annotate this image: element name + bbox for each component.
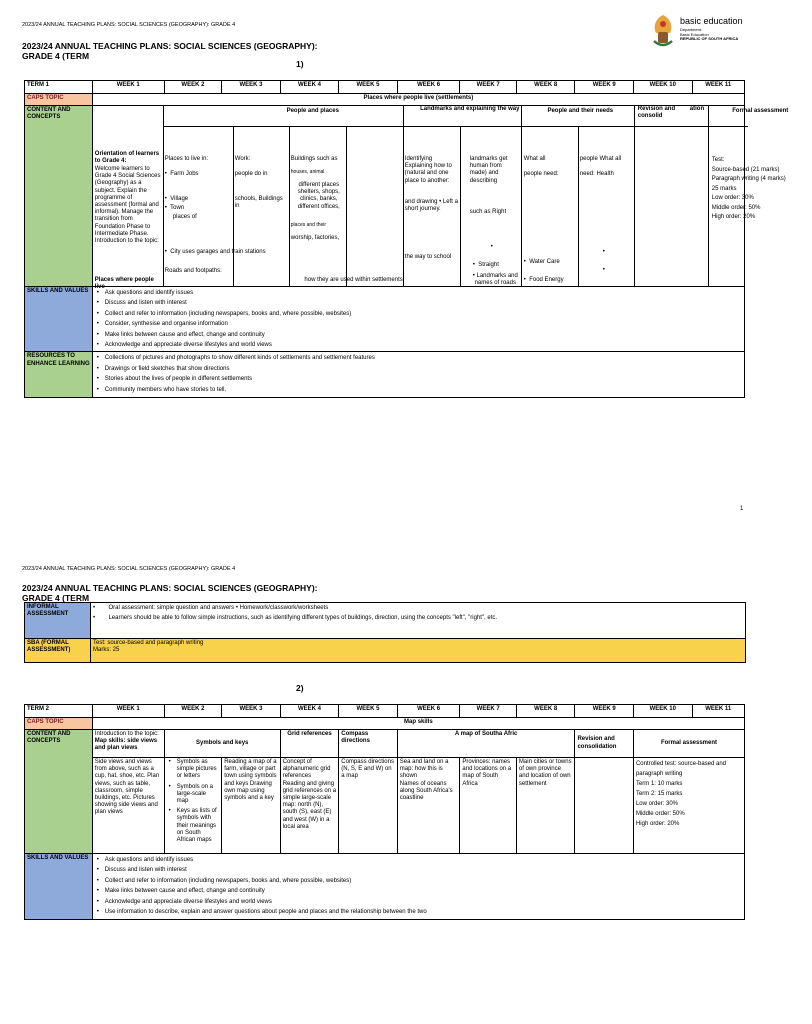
term-label: TERM 2 xyxy=(25,705,93,718)
skill-item: • Collect and refer to information (including newspapers, books and, where possible, websites) xyxy=(95,876,742,886)
informal-line1: Oral assessment: simple question and answers • Homework/classwork/worksheets xyxy=(108,605,329,611)
logo-name: basic education xyxy=(680,16,743,26)
caps-topic-label: CAPS TOPIC xyxy=(25,718,93,730)
subheader-revision: Revision and consolidation xyxy=(575,730,634,758)
logo-sub2: Basic Education xyxy=(680,31,709,37)
w7-water: • Water Care xyxy=(523,259,560,265)
skill-item: • Consider, synthesise and organise information xyxy=(95,319,742,329)
w6-landmarks: landmarks get human from made) and describing xyxy=(469,156,508,184)
w6-landmarks-roads: • Landmarks and names of roads xyxy=(472,273,518,287)
coat-of-arms-icon xyxy=(650,13,676,49)
sba-line1: Test: source-based and paragraph writing xyxy=(93,640,204,646)
w3-work: Work: xyxy=(234,156,251,162)
week-label: WEEK 7 xyxy=(460,81,516,94)
week-label: WEEK 2 xyxy=(164,81,222,94)
w1-text: Welcome learners to Grade 4 Social Sciences (Geography) as a subject. Explain the programme of assessment (formal and informal). Manage the transition from Foundation Phase to Intermediate Phase. Introduction to the topic: xyxy=(94,166,161,245)
w4-text: Concept of alphanumeric grid references Reading and giving grid references on a simple large-scale map: north (N), south (S), east (E) and west (W) in a local area xyxy=(280,758,339,854)
skill-item: • Use information to describe, explain and answer questions about people and places and the relationship between the two xyxy=(95,907,742,917)
w2-city: • City uses garages and train stations xyxy=(164,249,266,255)
w3-schools: schools, Buildings in xyxy=(234,196,283,210)
w7-text: Provinces: names and locations on a map of South Africa xyxy=(460,758,516,854)
w4-buildings: Buildings such as xyxy=(290,156,338,162)
sba-line2: Marks: 25 xyxy=(93,647,120,654)
w2-places-of: places of xyxy=(172,214,197,220)
subheader-needs: People and their needs xyxy=(547,108,614,114)
w3-text: Reading a map of a farm, village or part town using symbols and keys Drawing own map using symbols and a key xyxy=(222,758,281,854)
w2-symbols xyxy=(164,758,222,854)
w2-roads: Roads and footpaths: xyxy=(164,268,222,274)
skill-item: • Discuss and listen with interest xyxy=(95,298,742,308)
week-label: WEEK 3 xyxy=(222,81,281,94)
subheader-revision: Revision and consolid xyxy=(637,106,676,120)
caps-topic: Map skills xyxy=(92,718,744,730)
symbol-item: • Keys as lists of symbols with their meanings on South African maps xyxy=(167,808,220,844)
subheader-compass: Compass directions xyxy=(339,730,398,758)
skills-cell xyxy=(92,854,744,920)
symbol-item: • Symbols as simple pictures or letters xyxy=(167,759,220,781)
w3-people-do: people do in xyxy=(234,171,268,177)
week-label: WEEK 11 xyxy=(692,81,745,94)
w4-how-used: how they are used within settlements xyxy=(304,277,403,283)
skill-item: • Discuss and listen with interest xyxy=(95,865,742,875)
w5-left: and drawing • Left a short journey. xyxy=(404,199,458,213)
title-line2: GRADE 4 (TERM xyxy=(22,593,90,603)
running-header-2: 2023/24 ANNUAL TEACHING PLANS: SOCIAL SCIENCES (GEOGRAPHY): GRADE 4 xyxy=(22,566,236,572)
assessment-table xyxy=(24,602,746,663)
week-label: WEEK 10 xyxy=(633,81,692,94)
week-label: WEEK 1 xyxy=(92,705,164,718)
week-label: WEEK 11 xyxy=(692,705,745,718)
logo-sub3: REPUBLIC OF SOUTH AFRICA xyxy=(680,36,739,41)
week-label: WEEK 8 xyxy=(516,705,575,718)
page-number: 1 xyxy=(740,506,744,512)
skill-item: • Acknowledge and appreciate diverse lifestyles and world views xyxy=(95,897,742,907)
w6-right: such as Right xyxy=(469,209,507,215)
content-label: CONTENT AND CONCEPTS xyxy=(25,730,93,854)
w5-identifying: Identifying Explaining how to (natural and one place to another: xyxy=(404,156,452,184)
term2-table xyxy=(24,704,745,920)
w2-farm: • Farm Jobs xyxy=(164,171,199,177)
week-label: WEEK 4 xyxy=(280,81,339,94)
w2-village: • Village xyxy=(164,196,189,202)
w8-need-health: need: Health xyxy=(579,171,614,177)
running-header: 2023/24 ANNUAL TEACHING PLANS: SOCIAL SCIENCES (GEOGRAPHY): GRADE 4 xyxy=(22,22,236,28)
w5-way-to-school: the way to school xyxy=(404,254,452,260)
logo-sub1: Department: xyxy=(680,27,703,32)
w2-places-to-live: Places to live in: xyxy=(164,156,209,162)
subheader-formal: Formal assessment xyxy=(633,730,744,758)
w6-straight: • Straight xyxy=(472,262,499,268)
w1-orientation-heading: Orientation of learners to Grade 4: xyxy=(94,151,160,165)
term1-marker: 1) xyxy=(296,59,304,69)
week-label: WEEK 9 xyxy=(575,705,634,718)
w8-people-what: people What all xyxy=(579,156,622,162)
resource-item: • Community members who have stories to tell. xyxy=(95,385,742,395)
caps-topic: Places where people live (settlements) xyxy=(92,94,744,106)
skill-item: • Ask questions and identify issues xyxy=(95,855,742,865)
title-line2: GRADE 4 (TERM xyxy=(22,51,90,61)
w4-different-places: different places shelters, shops, clinics, banks, different offices, xyxy=(297,182,340,210)
informal-assessment-label: INFORMAL ASSESSMENT xyxy=(25,603,91,639)
term1-table xyxy=(24,80,789,398)
page-title-2 xyxy=(22,583,318,603)
resource-item: • Stories about the lives of people in different settlements xyxy=(95,374,742,384)
subheader-grid: Grid references xyxy=(280,730,339,758)
w2-town: • Town xyxy=(164,205,185,211)
term2-marker: 2) xyxy=(296,683,304,693)
page-title xyxy=(22,41,318,61)
skills-cell xyxy=(92,287,744,352)
w10-formal-assessment: Controlled test: source-based and paragraph writing Term 1: 10 marks Term 2: 15 marks Low order: 30% Middle order: 50% High order: 20% xyxy=(633,758,744,854)
caps-topic-label: CAPS TOPIC xyxy=(25,94,93,106)
title-line1: 2023/24 ANNUAL TEACHING PLANS: SOCIAL SCIENCES (GEOGRAPHY): xyxy=(22,41,318,51)
resource-item: • Collections of pictures and photographs to show different kinds of settlements and settlement features xyxy=(95,353,742,363)
week-label: WEEK 10 xyxy=(633,705,692,718)
resource-item: • Drawings or field sketches that show directions xyxy=(95,364,742,374)
w6-text: Sea and land on a map: how this is shown Names of oceans along South Africa's coastline xyxy=(397,758,460,854)
w4-worship: worship, factories, xyxy=(290,235,340,241)
skills-label: SKILLS AND VALUES xyxy=(25,854,93,920)
subheader-symbols: Symbols and keys xyxy=(164,730,280,758)
w7-people-need: people need: xyxy=(523,171,559,177)
week-header-row xyxy=(25,705,745,718)
sba-cell xyxy=(91,639,746,663)
symbol-item: • Symbols on a large-scale map xyxy=(167,784,220,806)
content-label: CONTENT AND CONCEPTS xyxy=(25,106,93,287)
week-label: WEEK 9 xyxy=(575,81,634,94)
skill-item: • Make links between cause and effect, change and continuity xyxy=(95,886,742,896)
w1-text: Side views and views from above, such as a cup, hat, shoe, etc. Plan views, such as table, classroom, simple buildings, etc. Pictures showing side views and plan views xyxy=(92,758,164,854)
w4-houses: houses, animal xyxy=(290,169,325,175)
content-cell: People and places Landmarks and explaining the way People and their needs Revision and consolid ation Formal assessment Orientation of learners to Grade 4: Welcome learners to Grade 4 Social Sciences (Geography) as a subject. Explain the programme of assessment (formal and informal). Manage the transition from Foundation Phase to Intermediate Phase. Introduction to the topic: Places where people live Places to live in: • Farm Jobs • Village • Town places of • City uses garages and train stations Roads and footpaths: Work: people do in schools, Buildings in Buildings such as houses, animal different places shelters, shops, clinics, banks, different offices, places and their worship, factories, how they are used within settlements Identifying Explaining how to (natural and one place to another: and drawing • Left a short journey. the way to school landmarks get human from made) and describing such as Right • • Straight • Landmarks and names of roads What all people need: • Water Care • Food Energy people What all need: Health • • Test: Source-based (21 marks) Paragraph writing (4 marks) 25 marks Low order: 30% Middle order: 50% High order: 20% xyxy=(92,106,744,287)
week-label: WEEK 7 xyxy=(460,705,516,718)
sba-label: SBA (FORMAL ASSESSMENT) xyxy=(25,639,91,663)
subheader-map-sa: A map of Southa Afric xyxy=(397,730,575,758)
week-label: WEEK 8 xyxy=(516,81,575,94)
subheader-revision-cont: ation xyxy=(689,106,705,112)
week-label: WEEK 2 xyxy=(164,705,222,718)
week-label: WEEK 6 xyxy=(397,81,460,94)
w9-empty xyxy=(575,758,634,854)
resources-cell xyxy=(92,352,744,398)
w8-text: Main cities or towns of own province and location of own settlement xyxy=(516,758,575,854)
week-label: WEEK 5 xyxy=(339,81,398,94)
w5-text: Compass directions (N, S, E and W) on a map xyxy=(339,758,398,854)
term-label: TERM 1 xyxy=(25,81,93,94)
w7-what-all: What all xyxy=(523,156,546,162)
w10-formal-assessment: Test: Source-based (21 marks) Paragraph writing (4 marks) 25 marks Low order: 30% Middle order: 50% High order: 20% xyxy=(711,157,786,220)
w1-heading-cell: Introduction to the topic: Map skills: side views and plan views xyxy=(92,730,164,758)
department-logo xyxy=(650,13,750,49)
resources-label: RESOURCES TO ENHANCE LEARNING xyxy=(25,352,93,398)
subheader-formal: Formal assessment xyxy=(732,108,789,114)
week-label: WEEK 6 xyxy=(397,705,460,718)
week-label: WEEK 3 xyxy=(222,705,281,718)
title-line1: 2023/24 ANNUAL TEACHING PLANS: SOCIAL SCIENCES (GEOGRAPHY): xyxy=(22,583,318,593)
skills-label: SKILLS AND VALUES xyxy=(25,287,93,352)
informal-line2: Learners should be able to follow simple instructions, such as identifying different types of buildings, direction, using the concepts "left", "right", etc. xyxy=(108,615,498,621)
informal-assessment-cell: • Oral assessment: simple question and answers • Homework/classwork/worksheets • Learners should be able to follow simple instructions, such as identifying different types of buildings, direction, using the concepts "left", "right", etc. xyxy=(91,603,746,639)
w1-topic: Places where people live xyxy=(94,277,154,291)
subheader-landmarks: Landmarks and explaining the way xyxy=(420,106,520,112)
week-header-row xyxy=(25,81,745,94)
w4-places-their: places and their xyxy=(290,222,327,228)
week-label: WEEK 5 xyxy=(339,705,398,718)
w7-food: • Food Energy xyxy=(523,277,564,283)
skill-item: • Acknowledge and appreciate diverse lifestyles and world views xyxy=(95,340,742,350)
subheader-people: People and places xyxy=(286,108,339,114)
skill-item: • Collect and refer to information (including newspapers, books and, where possible, websites) xyxy=(95,309,742,319)
skill-item: • Ask questions and identify issues xyxy=(95,288,742,298)
week-label: WEEK 4 xyxy=(280,705,339,718)
week-label: WEEK 1 xyxy=(92,81,164,94)
skill-item: • Make links between cause and effect, change and continuity xyxy=(95,330,742,340)
